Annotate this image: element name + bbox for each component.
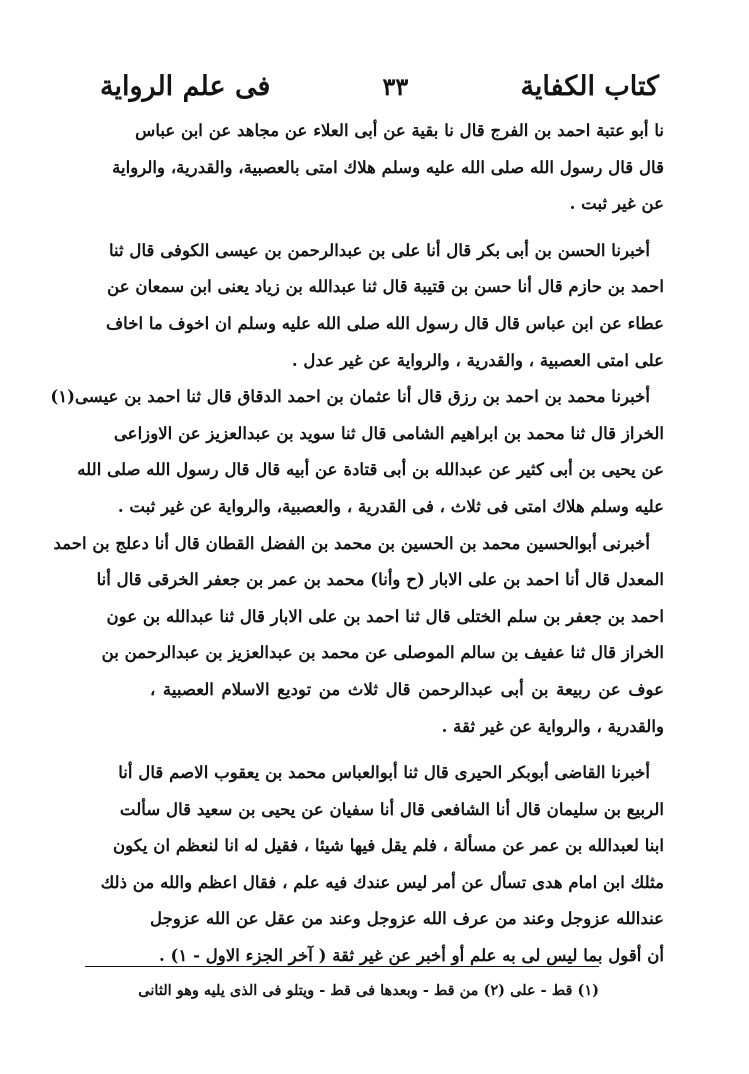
text-line: أخبرنى أبوالحسين محمد بن الحسين بن محمد بن الفضل القطان قال أنا دعلج بن احمد bbox=[53, 532, 650, 553]
text-line: الخراز قال ثنا محمد بن ابراهيم الشامى قال ثنا سويد بن عبدالعزيز عن الاوزاعى bbox=[113, 422, 664, 443]
text-line: أخبرنا الحسن بن أبى بكر قال أنا على بن عبدالرحمن بن عيسى الكوفى قال ثنا bbox=[108, 239, 650, 260]
text-line: أن أقول بما ليس لى به علم أو أخبر عن غير ثقة ( آخر الجزء الاول - ١) . bbox=[158, 945, 664, 966]
text-line: عليه وسلم هلاك امتى فى ثلاث ، فى القدرية ، والعصبية، والرواية عن غير ثبت . bbox=[117, 495, 664, 516]
text-line: والقدرية ، والرواية عن غير ثقة . bbox=[441, 715, 664, 736]
page-number: ٣٣ bbox=[382, 71, 409, 101]
text-line: احمد بن جعفر بن سلم الختلى قال ثنا احمد بن على الابار قال ثنا عبدالله بن عون bbox=[106, 605, 664, 626]
text-line: عندالله عزوجل وعند من عرف الله عزوجل وعند من عقل عن الله عزوجل bbox=[150, 908, 664, 929]
text-line: قال قال رسول الله صلى الله عليه وسلم هلاك امتى بالعصبية، والقدرية، والرواية bbox=[112, 156, 664, 177]
text-line: الخراز قال ثنا عفيف بن سالم الموصلى عن محمد بن عبدالعزيز بن عبدالرحمن بن bbox=[101, 642, 664, 663]
text-line: مثلك ابن امام هدى تسأل عن أمر ليس عندك فيه علم ، فقال اعظم والله من ذلك bbox=[100, 871, 664, 892]
text-line: على امتى العصبية ، والقدرية ، والرواية عن غير عدل . bbox=[291, 349, 664, 370]
text-line: أخبرنا القاضى أبوبكر الحيرى قال ثنا أبوالعباس محمد بن يعقوب الاصم قال أنا bbox=[118, 762, 650, 783]
text-line: الربيع بن سليمان قال أنا الشافعى قال أنا سفيان عن يحيى بن سعيد قال سألت bbox=[119, 798, 664, 819]
text-line: أخبرنا محمد بن احمد بن رزق قال أنا عثمان بن احمد الدقاق قال ثنا احمد بن عيسى(١) bbox=[50, 386, 650, 407]
book-subject: فى علم الرواية bbox=[100, 70, 271, 102]
text-line: احمد بن حازم قال أنا حسن بن قتيبة قال ثنا عبدالله بن زياد يعنى ابن سمعان عن bbox=[107, 276, 664, 297]
footnote: (١) قط - على (٢) من قط - وبعدها فى قط - ويتلو فى الذى يليه وهو الثانى bbox=[138, 982, 599, 999]
main-text bbox=[50, 112, 664, 974]
text-line: المعدل قال أنا احمد بن على الابار (ح وأنا) محمد بن عمر بن جعفر الخرقى قال أنا bbox=[96, 569, 664, 590]
text-line: عن يحيى بن أبى كثير عن عبدالله بن أبى قتادة عن أبيه قال قال رسول الله صلى الله bbox=[77, 459, 664, 480]
text-line: ابنا لعبدالله بن عمر عن مسألة ، فلم يقل فيها شيئا ، فقيل له انا لنعظم ان يكون bbox=[112, 835, 664, 856]
text-line: عطاء عن ابن عباس قال قال رسول الله صلى الله عليه وسلم ان اخوف ما اخاف bbox=[105, 312, 664, 333]
text-line: عوف عن ربيعة بن أبى عبدالرحمن قال ثلاث من توديع الاسلام العصبية ، bbox=[150, 678, 664, 699]
text-line: نا أبو عتبة احمد بن الفرج قال نا بقية عن أبى العلاء عن مجاهد عن ابن عباس bbox=[135, 120, 664, 140]
footnote-divider bbox=[85, 966, 599, 967]
text-line: عن غير ثبت . bbox=[569, 193, 664, 214]
page-header bbox=[100, 64, 659, 108]
book-title: كتاب الكفاية bbox=[520, 70, 659, 102]
